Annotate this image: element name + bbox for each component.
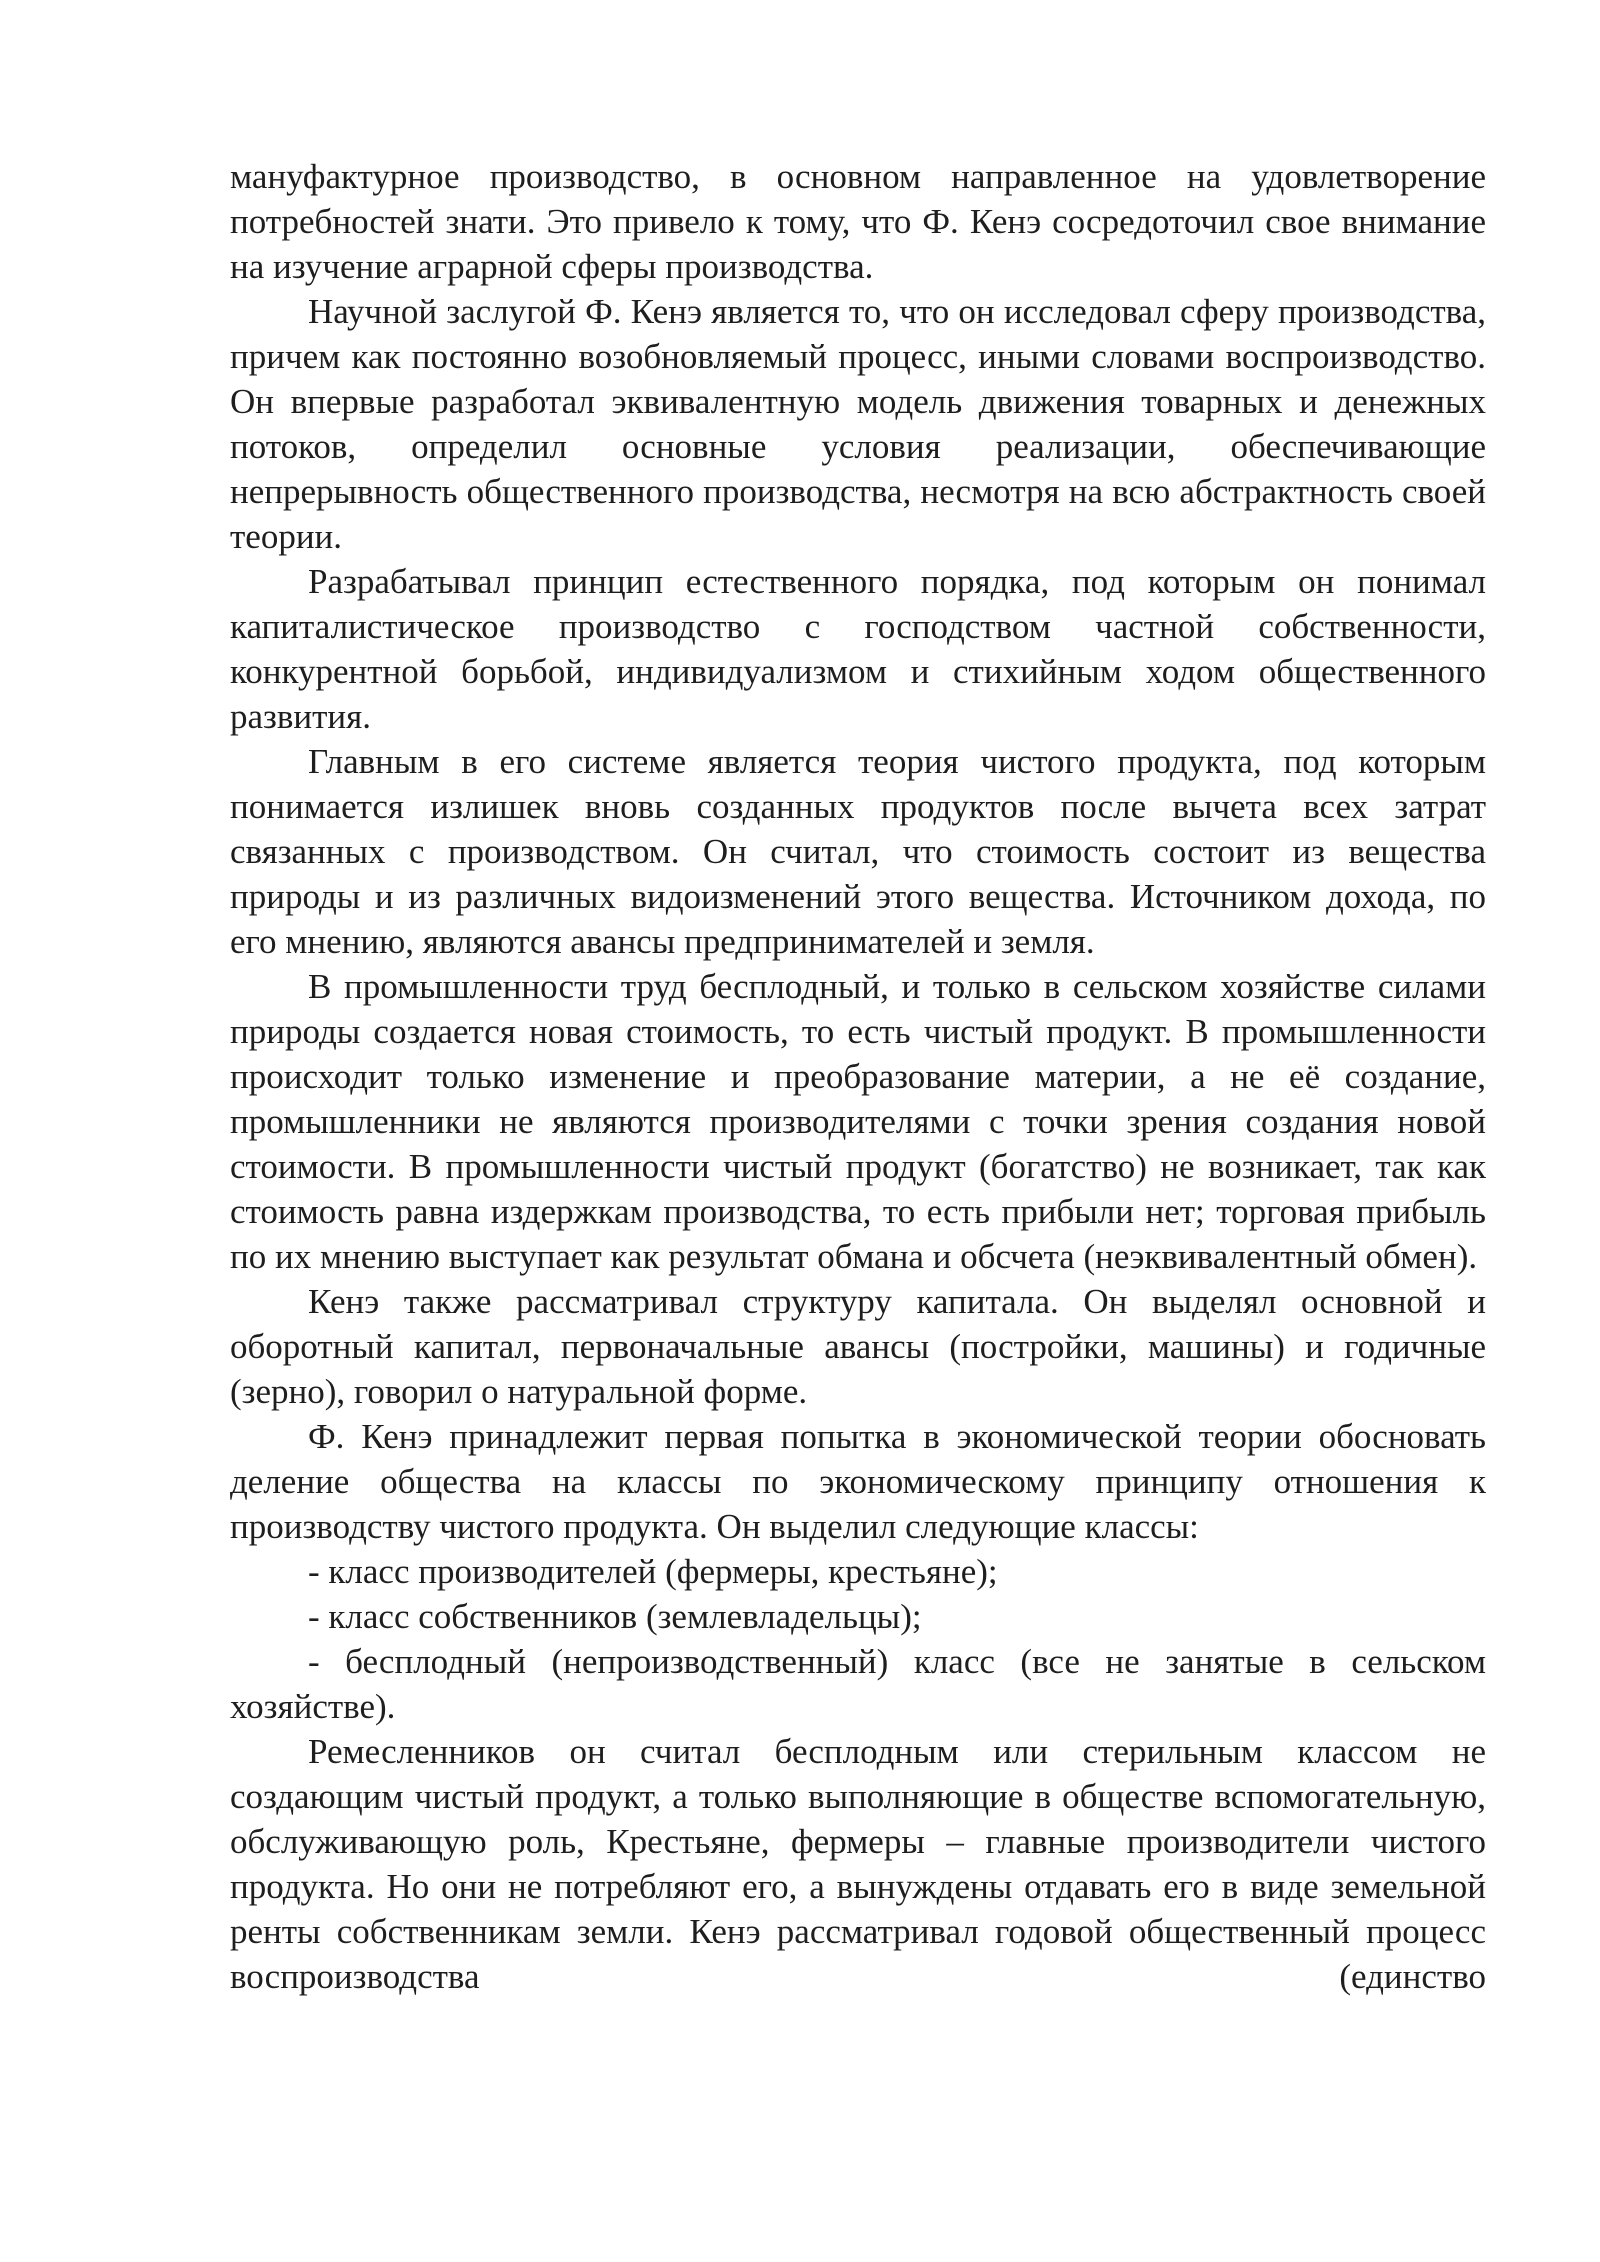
paragraph-natural-order: Разрабатывал принцип естественного порядка, под которым он понимал капиталистическое производство с господством частной собственности, конкурентной борьбой, индивидуализмом и стихийным ходом общественного развития. (230, 562, 1486, 736)
paragraph-classes-intro: Ф. Кенэ принадлежит первая попытка в экономической теории обосновать деление общества на классы по экономическому принципу отношения к производству чистого продукта. Он выделил следующие классы: (230, 1417, 1486, 1546)
list-item: - класс собственников (землевладельцы); (308, 1597, 922, 1636)
paragraph-industry: В промышленности труд бесплодный, и только в сельском хозяйстве силами природы создается новая стоимость, то есть чистый продукт. В промышленности происходит только изменение и преобразование материи, а не её создание, промышленники не являются производителями с точки зрения создания новой стоимости. В промышленности чистый продукт (богатство) не возникает, так как стоимость равна издержкам производства, то есть прибыли нет; торговая прибыль по их мнению выступает как результат обмана и обсчета (неэквивалентный обмен). (230, 967, 1486, 1276)
paragraph-artisans: Ремесленников он считал бесплодным или стерильным классом не создающим чистый продукт, а только выполняющие в обществе вспомогательную, обслуживающую роль, Крестьяне, фермеры – главные производители чистого продукта. Но они не потребляют его, а вынуждены отдавать его в виде земельной ренты собственникам земли. Кенэ рассматривал годовой общественный процесс воспроизводства (единство (230, 1732, 1486, 1996)
paragraph-net-product: Главным в его системе является теория чистого продукта, под которым понимается излишек вновь созданных продуктов после вычета всех затрат связанных с производством. Он считал, что стоимость состоит из вещества природы и из различных видоизменений этого вещества. Источником дохода, по его мнению, являются авансы предпринимателей и земля. (230, 742, 1486, 961)
paragraph-continuation: мануфактурное производство, в основном направленное на удовлетворение потребностей знати. Это привело к тому, что Ф. Кенэ сосредоточил свое внимание на изучение аграрной сферы производства. (230, 157, 1486, 286)
classes-list (230, 1549, 1486, 1729)
paragraph-scientific-merit: Научной заслугой Ф. Кенэ является то, что он исследовал сферу производства, причем как постоянно возобновляемый процесс, иными словами воспроизводство. Он впервые разработал эквивалентную модель движения товарных и денежных потоков, определил основные условия реализации, обеспечивающие непрерывность общественного производства, несмотря на всю абстрактность своей теории. (230, 292, 1486, 556)
list-item: - бесплодный (непроизводственный) класс (все не занятые в сельском хозяйстве). (230, 1642, 1486, 1726)
list-item: - класс производителей (фермеры, крестьяне); (308, 1552, 998, 1591)
paragraph-capital-structure: Кенэ также рассматривал структуру капитала. Он выделял основной и оборотный капитал, первоначальные авансы (постройки, машины) и годичные (зерно), говорил о натуральной форме. (230, 1282, 1486, 1411)
